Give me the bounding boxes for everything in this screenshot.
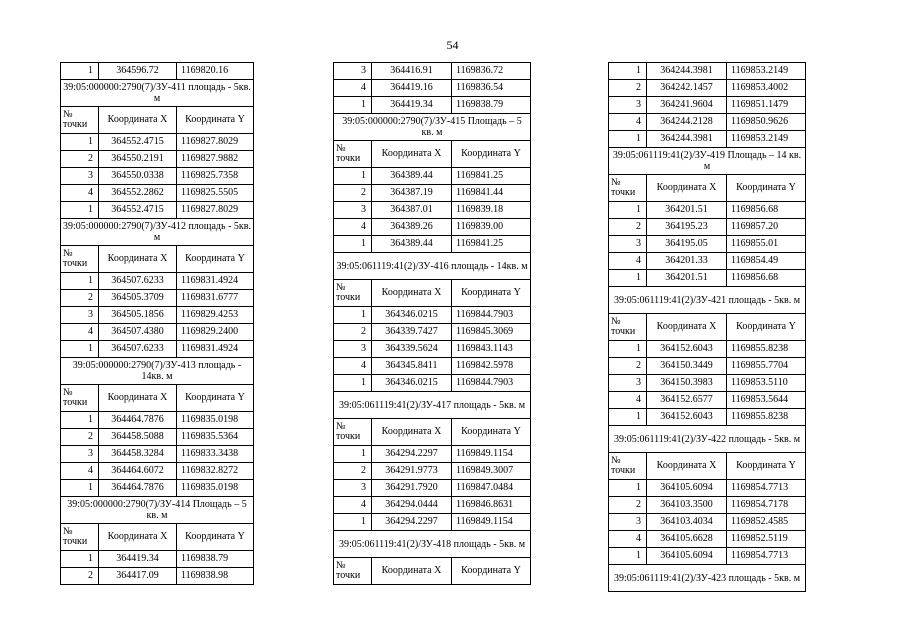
header-coordinate-y: Координата Y [177, 524, 254, 551]
parcel-title: 39:05:061119:41(2)/ЗУ-419 Площадь – 14 кв. м [609, 148, 806, 175]
coordinate-y: 1169856.68 [727, 270, 806, 287]
coordinate-x: 364464.6072 [99, 463, 177, 480]
coordinate-x: 364507.6233 [99, 341, 177, 358]
point-number: 3 [609, 514, 647, 531]
coordinate-y: 1169835.5364 [177, 429, 254, 446]
header-coordinate-y: Координата Y [177, 107, 254, 134]
coordinate-x: 364244.2128 [647, 114, 727, 131]
coordinate-y: 1169849.1154 [452, 514, 531, 531]
parcel-title: 39:05:061119:41(2)/ЗУ-418 площадь - 5кв. м [334, 531, 531, 558]
coordinate-y: 1169843.1143 [452, 341, 531, 358]
coordinate-y: 1169853.4002 [727, 80, 806, 97]
table-header-row [61, 385, 254, 412]
coordinate-y: 1169854.7178 [727, 497, 806, 514]
table-row [334, 375, 531, 392]
table-row [61, 63, 254, 80]
coordinate-x: 364339.7427 [372, 324, 452, 341]
point-number: 1 [334, 375, 372, 392]
table-row [609, 270, 806, 287]
header-point-number: № точки [61, 246, 99, 273]
point-number: 1 [609, 548, 647, 565]
coordinate-x: 364345.8411 [372, 358, 452, 375]
coordinate-y: 1169853.5110 [727, 375, 806, 392]
coordinate-y: 1169856.68 [727, 202, 806, 219]
point-number: 1 [334, 307, 372, 324]
coordinate-x: 364419.16 [372, 80, 452, 97]
point-number: 1 [61, 412, 99, 429]
coordinate-x: 364150.3983 [647, 375, 727, 392]
point-number: 1 [334, 446, 372, 463]
point-number: 2 [609, 80, 647, 97]
point-number: 3 [61, 446, 99, 463]
table-row [61, 551, 254, 568]
parcel-title: 39:05:061119:41(2)/ЗУ-423 площадь - 5кв. м [609, 565, 806, 592]
coordinate-y: 1169853.2149 [727, 131, 806, 148]
table-header-row [334, 558, 531, 585]
header-coordinate-x: Координата X [99, 246, 177, 273]
coordinate-x: 364294.2297 [372, 514, 452, 531]
coordinate-y: 1169853.2149 [727, 63, 806, 80]
header-coordinate-y: Координата Y [177, 385, 254, 412]
coordinate-x: 364152.6043 [647, 341, 727, 358]
table-row [609, 63, 806, 80]
table-row [609, 548, 806, 565]
table-header-row [61, 524, 254, 551]
point-number: 3 [609, 236, 647, 253]
coordinate-x: 364505.3709 [99, 290, 177, 307]
point-number: 2 [334, 463, 372, 480]
parcel-title: 39:05:000000:2790(7)/ЗУ-413 площадь - 14кв. м [61, 358, 254, 385]
coordinate-y: 1169847.0484 [452, 480, 531, 497]
point-number: 3 [609, 375, 647, 392]
coordinate-x: 364417.09 [99, 568, 177, 585]
parcel-title: 39:05:061119:41(2)/ЗУ-421 площадь - 5кв. м [609, 287, 806, 314]
coordinate-y: 1169841.25 [452, 236, 531, 253]
header-point-number: № точки [609, 314, 647, 341]
coordinate-x: 364150.3449 [647, 358, 727, 375]
coordinate-y: 1169854.7713 [727, 548, 806, 565]
header-coordinate-x: Координата X [372, 141, 452, 168]
table-row [609, 358, 806, 375]
coordinate-x: 364242.1457 [647, 80, 727, 97]
point-number: 4 [609, 392, 647, 409]
table-row [609, 514, 806, 531]
parcel-title-row [334, 392, 531, 419]
coordinate-x: 364387.01 [372, 202, 452, 219]
table-row [334, 463, 531, 480]
table-row [334, 446, 531, 463]
header-coordinate-x: Координата X [647, 314, 727, 341]
coordinate-x: 364552.4715 [99, 134, 177, 151]
coordinate-x: 364294.2297 [372, 446, 452, 463]
coordinates-table-1 [60, 62, 254, 585]
table-row [609, 219, 806, 236]
coordinate-y: 1169835.0198 [177, 480, 254, 497]
table-row [334, 97, 531, 114]
coordinate-y: 1169836.72 [452, 63, 531, 80]
table-row [61, 202, 254, 219]
coordinate-x: 364550.0338 [99, 168, 177, 185]
header-point-number: № точки [334, 419, 372, 446]
coordinate-y: 1169844.7903 [452, 307, 531, 324]
coordinate-y: 1169855.01 [727, 236, 806, 253]
coordinate-x: 364505.1856 [99, 307, 177, 324]
point-number: 1 [334, 97, 372, 114]
coordinate-x: 364389.44 [372, 168, 452, 185]
coordinate-y: 1169835.0198 [177, 412, 254, 429]
table-row [609, 341, 806, 358]
coordinate-y: 1169839.18 [452, 202, 531, 219]
coordinate-x: 364389.44 [372, 236, 452, 253]
table-header-row [609, 175, 806, 202]
point-number: 2 [61, 290, 99, 307]
parcel-title-row [609, 426, 806, 453]
table-header-row [334, 280, 531, 307]
parcel-title-row [334, 114, 531, 141]
table-header-row [61, 107, 254, 134]
table-row [61, 480, 254, 497]
coordinate-x: 364346.0215 [372, 307, 452, 324]
coordinate-y: 1169831.4924 [177, 273, 254, 290]
table-row [61, 168, 254, 185]
table-row [61, 134, 254, 151]
point-number: 4 [334, 219, 372, 236]
point-number: 4 [61, 324, 99, 341]
point-number: 2 [609, 358, 647, 375]
coordinate-x: 364464.7876 [99, 412, 177, 429]
point-number: 2 [609, 219, 647, 236]
coordinate-y: 1169852.4585 [727, 514, 806, 531]
coordinate-y: 1169839.00 [452, 219, 531, 236]
coordinate-y: 1169845.3069 [452, 324, 531, 341]
header-coordinate-x: Координата X [647, 175, 727, 202]
table-row [609, 131, 806, 148]
header-coordinate-y: Координата Y [727, 175, 806, 202]
header-point-number: № точки [61, 385, 99, 412]
header-coordinate-y: Координата Y [727, 314, 806, 341]
header-point-number: № точки [334, 558, 372, 585]
table-row [61, 446, 254, 463]
coordinate-y: 1169853.5644 [727, 392, 806, 409]
table-row [61, 324, 254, 341]
table-row [609, 97, 806, 114]
coordinate-y: 1169854.7713 [727, 480, 806, 497]
coordinate-x: 364464.7876 [99, 480, 177, 497]
point-number: 1 [609, 480, 647, 497]
coordinates-table-2 [333, 62, 531, 585]
table-row [334, 497, 531, 514]
coordinate-x: 364419.34 [372, 97, 452, 114]
coordinate-x: 364105.6628 [647, 531, 727, 548]
table-row [61, 307, 254, 324]
table-row [609, 114, 806, 131]
coordinate-x: 364458.5088 [99, 429, 177, 446]
point-number: 4 [61, 463, 99, 480]
coordinate-x: 364105.6094 [647, 548, 727, 565]
coordinate-x: 364596.72 [99, 63, 177, 80]
point-number: 1 [609, 409, 647, 426]
table-row [609, 80, 806, 97]
point-number: 1 [334, 168, 372, 185]
table-row [609, 409, 806, 426]
header-point-number: № точки [61, 107, 99, 134]
header-coordinate-y: Координата Y [177, 246, 254, 273]
table-row [61, 185, 254, 202]
coordinate-y: 1169832.8272 [177, 463, 254, 480]
coordinate-x: 364339.5624 [372, 341, 452, 358]
point-number: 4 [609, 253, 647, 270]
coordinate-x: 364458.3284 [99, 446, 177, 463]
point-number: 1 [609, 341, 647, 358]
point-number: 1 [61, 63, 99, 80]
table-row [61, 463, 254, 480]
point-number: 2 [61, 151, 99, 168]
parcel-title-row [61, 219, 254, 246]
point-number: 1 [609, 202, 647, 219]
coordinate-y: 1169829.4253 [177, 307, 254, 324]
header-point-number: № точки [61, 524, 99, 551]
table-row [334, 514, 531, 531]
coordinate-x: 364103.4034 [647, 514, 727, 531]
coordinate-x: 364550.2191 [99, 151, 177, 168]
table-row [334, 202, 531, 219]
coordinate-x: 364201.51 [647, 270, 727, 287]
coordinate-x: 364103.3500 [647, 497, 727, 514]
parcel-title: 39:05:061119:41(2)/ЗУ-422 площадь - 5кв. м [609, 426, 806, 453]
parcel-title: 39:05:061119:41(2)/ЗУ-417 площадь - 5кв. м [334, 392, 531, 419]
table-row [609, 392, 806, 409]
table-header-row [609, 314, 806, 341]
coordinate-y: 1169838.79 [452, 97, 531, 114]
point-number: 1 [609, 270, 647, 287]
point-number: 2 [334, 185, 372, 202]
table-row [61, 412, 254, 429]
coordinate-y: 1169855.8238 [727, 409, 806, 426]
point-number: 1 [61, 480, 99, 497]
table-row [334, 307, 531, 324]
table-row [61, 290, 254, 307]
header-point-number: № точки [334, 141, 372, 168]
coordinate-x: 364201.33 [647, 253, 727, 270]
point-number: 2 [334, 324, 372, 341]
coordinate-x: 364244.3981 [647, 63, 727, 80]
table-header-row [334, 141, 531, 168]
coordinate-y: 1169852.5119 [727, 531, 806, 548]
table-row [61, 341, 254, 358]
coordinate-y: 1169829.2400 [177, 324, 254, 341]
table-row [334, 236, 531, 253]
parcel-title-row [334, 531, 531, 558]
coordinate-y: 1169831.6777 [177, 290, 254, 307]
point-number: 3 [334, 63, 372, 80]
header-coordinate-y: Координата Y [727, 453, 806, 480]
coordinate-y: 1169857.20 [727, 219, 806, 236]
coordinate-x: 364552.4715 [99, 202, 177, 219]
coordinate-y: 1169831.4924 [177, 341, 254, 358]
coordinate-x: 364195.23 [647, 219, 727, 236]
coordinate-y: 1169838.98 [177, 568, 254, 585]
point-number: 3 [61, 168, 99, 185]
table-row [334, 185, 531, 202]
parcel-title-row [609, 148, 806, 175]
point-number: 4 [334, 80, 372, 97]
coordinate-x: 364416.91 [372, 63, 452, 80]
header-point-number: № точки [609, 175, 647, 202]
coordinate-x: 364201.51 [647, 202, 727, 219]
coordinate-x: 364419.34 [99, 551, 177, 568]
coordinate-x: 364195.05 [647, 236, 727, 253]
coordinate-x: 364552.2862 [99, 185, 177, 202]
coordinate-y: 1169836.54 [452, 80, 531, 97]
coordinate-y: 1169849.3007 [452, 463, 531, 480]
parcel-title: 39:05:000000:2790(7)/ЗУ-412 площадь - 5кв. м [61, 219, 254, 246]
header-point-number: № точки [609, 453, 647, 480]
coordinate-x: 364507.4380 [99, 324, 177, 341]
parcel-title-row [61, 80, 254, 107]
table-header-row [609, 453, 806, 480]
point-number: 4 [334, 497, 372, 514]
point-number: 1 [61, 341, 99, 358]
table-header-row [61, 246, 254, 273]
point-number: 1 [609, 131, 647, 148]
table-row [61, 151, 254, 168]
table-row [334, 168, 531, 185]
coordinate-y: 1169855.7704 [727, 358, 806, 375]
table-row [609, 531, 806, 548]
coordinate-y: 1169842.5978 [452, 358, 531, 375]
coordinate-y: 1169850.9626 [727, 114, 806, 131]
point-number: 2 [61, 568, 99, 585]
coordinate-x: 364105.6094 [647, 480, 727, 497]
point-number: 1 [334, 236, 372, 253]
table-row [609, 236, 806, 253]
coordinate-y: 1169820.16 [177, 63, 254, 80]
table-row [334, 324, 531, 341]
coordinate-y: 1169849.1154 [452, 446, 531, 463]
coordinate-y: 1169841.25 [452, 168, 531, 185]
header-coordinate-x: Координата X [372, 280, 452, 307]
coordinate-y: 1169827.8029 [177, 134, 254, 151]
header-coordinate-y: Координата Y [452, 558, 531, 585]
header-coordinate-x: Координата X [372, 558, 452, 585]
coordinates-table-3 [608, 62, 806, 592]
point-number: 4 [609, 114, 647, 131]
parcel-title-row [334, 253, 531, 280]
table-row [609, 253, 806, 270]
header-coordinate-x: Координата X [99, 524, 177, 551]
parcel-title: 39:05:000000:2790(7)/ЗУ-411 площадь - 5кв. м [61, 80, 254, 107]
table-header-row [334, 419, 531, 446]
table-row [334, 358, 531, 375]
coordinate-x: 364291.7920 [372, 480, 452, 497]
coordinate-y: 1169825.5505 [177, 185, 254, 202]
header-point-number: № точки [334, 280, 372, 307]
parcel-title-row [609, 565, 806, 592]
coordinate-x: 364346.0215 [372, 375, 452, 392]
coordinate-x: 364241.9604 [647, 97, 727, 114]
header-coordinate-y: Координата Y [452, 280, 531, 307]
table-row [61, 273, 254, 290]
coordinate-y: 1169838.79 [177, 551, 254, 568]
point-number: 1 [61, 551, 99, 568]
page-number: 54 [446, 38, 459, 52]
point-number: 4 [609, 531, 647, 548]
coordinate-x: 364389.26 [372, 219, 452, 236]
header-coordinate-x: Координата X [99, 107, 177, 134]
header-coordinate-x: Координата X [647, 453, 727, 480]
table-row [609, 202, 806, 219]
parcel-title: 39:05:000000:2790(7)/ЗУ-415 Площадь – 5 кв. м [334, 114, 531, 141]
parcel-title-row [609, 287, 806, 314]
table-row [609, 480, 806, 497]
table-row [61, 429, 254, 446]
point-number: 3 [334, 480, 372, 497]
point-number: 1 [61, 273, 99, 290]
coordinate-y: 1169833.3438 [177, 446, 254, 463]
point-number: 1 [609, 63, 647, 80]
table-row [609, 375, 806, 392]
point-number: 1 [61, 134, 99, 151]
coordinate-y: 1169846.8631 [452, 497, 531, 514]
coordinate-y: 1169851.1479 [727, 97, 806, 114]
point-number: 1 [334, 514, 372, 531]
table-row [334, 63, 531, 80]
table-row [61, 568, 254, 585]
coordinate-y: 1169825.7358 [177, 168, 254, 185]
table-row [334, 341, 531, 358]
point-number: 3 [334, 341, 372, 358]
table-row [609, 497, 806, 514]
table-row [334, 80, 531, 97]
coordinate-y: 1169855.8238 [727, 341, 806, 358]
coordinate-x: 364152.6577 [647, 392, 727, 409]
coordinate-x: 364291.9773 [372, 463, 452, 480]
coordinate-x: 364244.3981 [647, 131, 727, 148]
coordinate-x: 364294.0444 [372, 497, 452, 514]
point-number: 4 [61, 185, 99, 202]
table-row [334, 480, 531, 497]
point-number: 3 [609, 97, 647, 114]
point-number: 3 [61, 307, 99, 324]
coordinate-y: 1169854.49 [727, 253, 806, 270]
coordinate-x: 364152.6043 [647, 409, 727, 426]
coordinate-y: 1169827.9882 [177, 151, 254, 168]
coordinate-y: 1169827.8029 [177, 202, 254, 219]
header-coordinate-x: Координата X [372, 419, 452, 446]
parcel-title-row [61, 497, 254, 524]
header-coordinate-y: Координата Y [452, 141, 531, 168]
parcel-title: 39:05:000000:2790(7)/ЗУ-414 Площадь – 5 кв. м [61, 497, 254, 524]
point-number: 4 [334, 358, 372, 375]
parcel-title-row [61, 358, 254, 385]
coordinate-y: 1169844.7903 [452, 375, 531, 392]
coordinate-y: 1169841.44 [452, 185, 531, 202]
header-coordinate-y: Координата Y [452, 419, 531, 446]
header-coordinate-x: Координата X [99, 385, 177, 412]
coordinate-x: 364387.19 [372, 185, 452, 202]
coordinate-x: 364507.6233 [99, 273, 177, 290]
point-number: 2 [609, 497, 647, 514]
point-number: 3 [334, 202, 372, 219]
point-number: 1 [61, 202, 99, 219]
table-row [334, 219, 531, 236]
parcel-title: 39:05:061119:41(2)/ЗУ-416 площадь - 14кв. м [334, 253, 531, 280]
point-number: 2 [61, 429, 99, 446]
